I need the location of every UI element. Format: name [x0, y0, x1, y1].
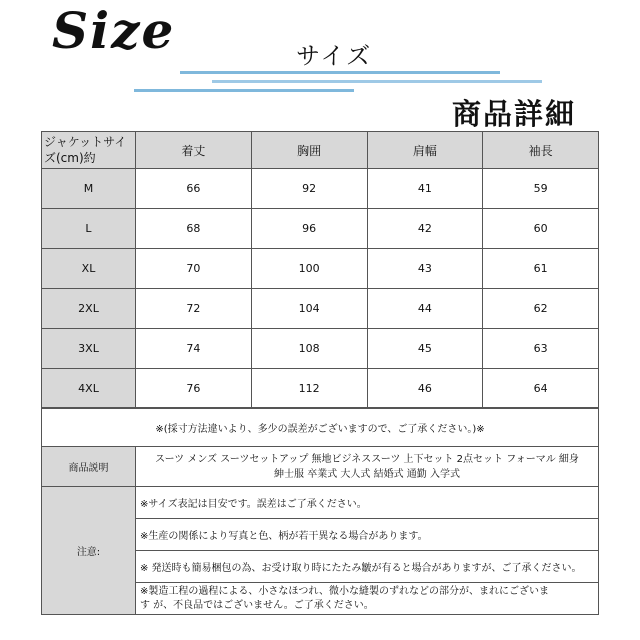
- table-cell: 46: [367, 369, 483, 409]
- table-cell: 42: [367, 209, 483, 249]
- column-header-sleeve: 袖長: [483, 132, 599, 169]
- table-cell: 43: [367, 249, 483, 289]
- size-label: 3XL: [42, 329, 136, 369]
- note-item: ※サイズ表記は目安です。誤差はご了承ください。: [136, 487, 599, 519]
- column-header-chest: 胸囲: [251, 132, 367, 169]
- size-label: L: [42, 209, 136, 249]
- table-cell: 61: [483, 249, 599, 289]
- measurement-disclaimer: ※(採寸方法違いより、多少の誤差がございますので、ご了承ください。)※: [42, 408, 599, 447]
- table-row: [42, 329, 599, 369]
- table-cell: 72: [136, 289, 252, 329]
- table-cell: 64: [483, 369, 599, 409]
- product-description: [136, 447, 599, 487]
- table-cell: 76: [136, 369, 252, 409]
- size-label: XL: [42, 249, 136, 289]
- table-cell: 45: [367, 329, 483, 369]
- size-logo: Size: [52, 1, 176, 60]
- size-label: 4XL: [42, 369, 136, 409]
- page-title: サイズ: [296, 42, 373, 70]
- size-label: M: [42, 169, 136, 209]
- table-row: [42, 369, 599, 409]
- description-label: 商品説明: [42, 447, 136, 487]
- table-cell: 60: [483, 209, 599, 249]
- product-notes-table: [41, 407, 599, 615]
- table-cell: 44: [367, 289, 483, 329]
- notes-label: 注意:: [42, 487, 136, 615]
- table-cell: 70: [136, 249, 252, 289]
- size-table-corner: [42, 132, 136, 169]
- note-item: ※生産の関係により写真と色、柄が若干異なる場合があります。: [136, 519, 599, 551]
- description-line1: スーツ メンズ スーツセットアップ 無地ビジネススーツ 上下セット 2点セット フォーマル 細身: [155, 453, 579, 465]
- table-cell: 112: [251, 369, 367, 409]
- table-cell: 66: [136, 169, 252, 209]
- description-line2: 紳士服 卒業式 大人式 結婚式 通勤 入学式: [274, 468, 460, 480]
- note-item: [136, 583, 599, 615]
- table-cell: 62: [483, 289, 599, 329]
- size-table-header: [42, 132, 599, 169]
- section-subtitle: 商品詳細: [452, 97, 577, 131]
- size-table: [41, 131, 599, 409]
- column-header-shoulder: 肩幅: [367, 132, 483, 169]
- table-cell: 92: [251, 169, 367, 209]
- table-row: [42, 249, 599, 289]
- decorative-rule: [212, 80, 542, 83]
- decorative-rule: [134, 89, 354, 92]
- table-cell: 63: [483, 329, 599, 369]
- decorative-rule: [180, 71, 500, 74]
- size-label: 2XL: [42, 289, 136, 329]
- table-cell: 96: [251, 209, 367, 249]
- table-cell: 41: [367, 169, 483, 209]
- table-row: [42, 169, 599, 209]
- table-cell: 100: [251, 249, 367, 289]
- table-cell: 59: [483, 169, 599, 209]
- table-cell: 104: [251, 289, 367, 329]
- table-cell: 108: [251, 329, 367, 369]
- table-cell: 74: [136, 329, 252, 369]
- table-row: [42, 289, 599, 329]
- note-item-line2: す が、不良品ではございません。ご了承ください。: [140, 599, 374, 611]
- corner-label-line2: ズ(cm)約: [44, 151, 96, 165]
- corner-label-line1: ジャケットサイ: [44, 135, 127, 149]
- note-item-line1: ※製造工程の過程による、小さなほつれ、微小な縫製のずれなどの部分が、まれにございま: [140, 585, 549, 597]
- column-header-length: 着丈: [136, 132, 252, 169]
- table-row: [42, 209, 599, 249]
- note-item: ※ 発送時も簡易梱包の為、お受け取り時にたたみ皺が有ると場合がありますが、ご了承ください。: [136, 551, 599, 583]
- table-cell: 68: [136, 209, 252, 249]
